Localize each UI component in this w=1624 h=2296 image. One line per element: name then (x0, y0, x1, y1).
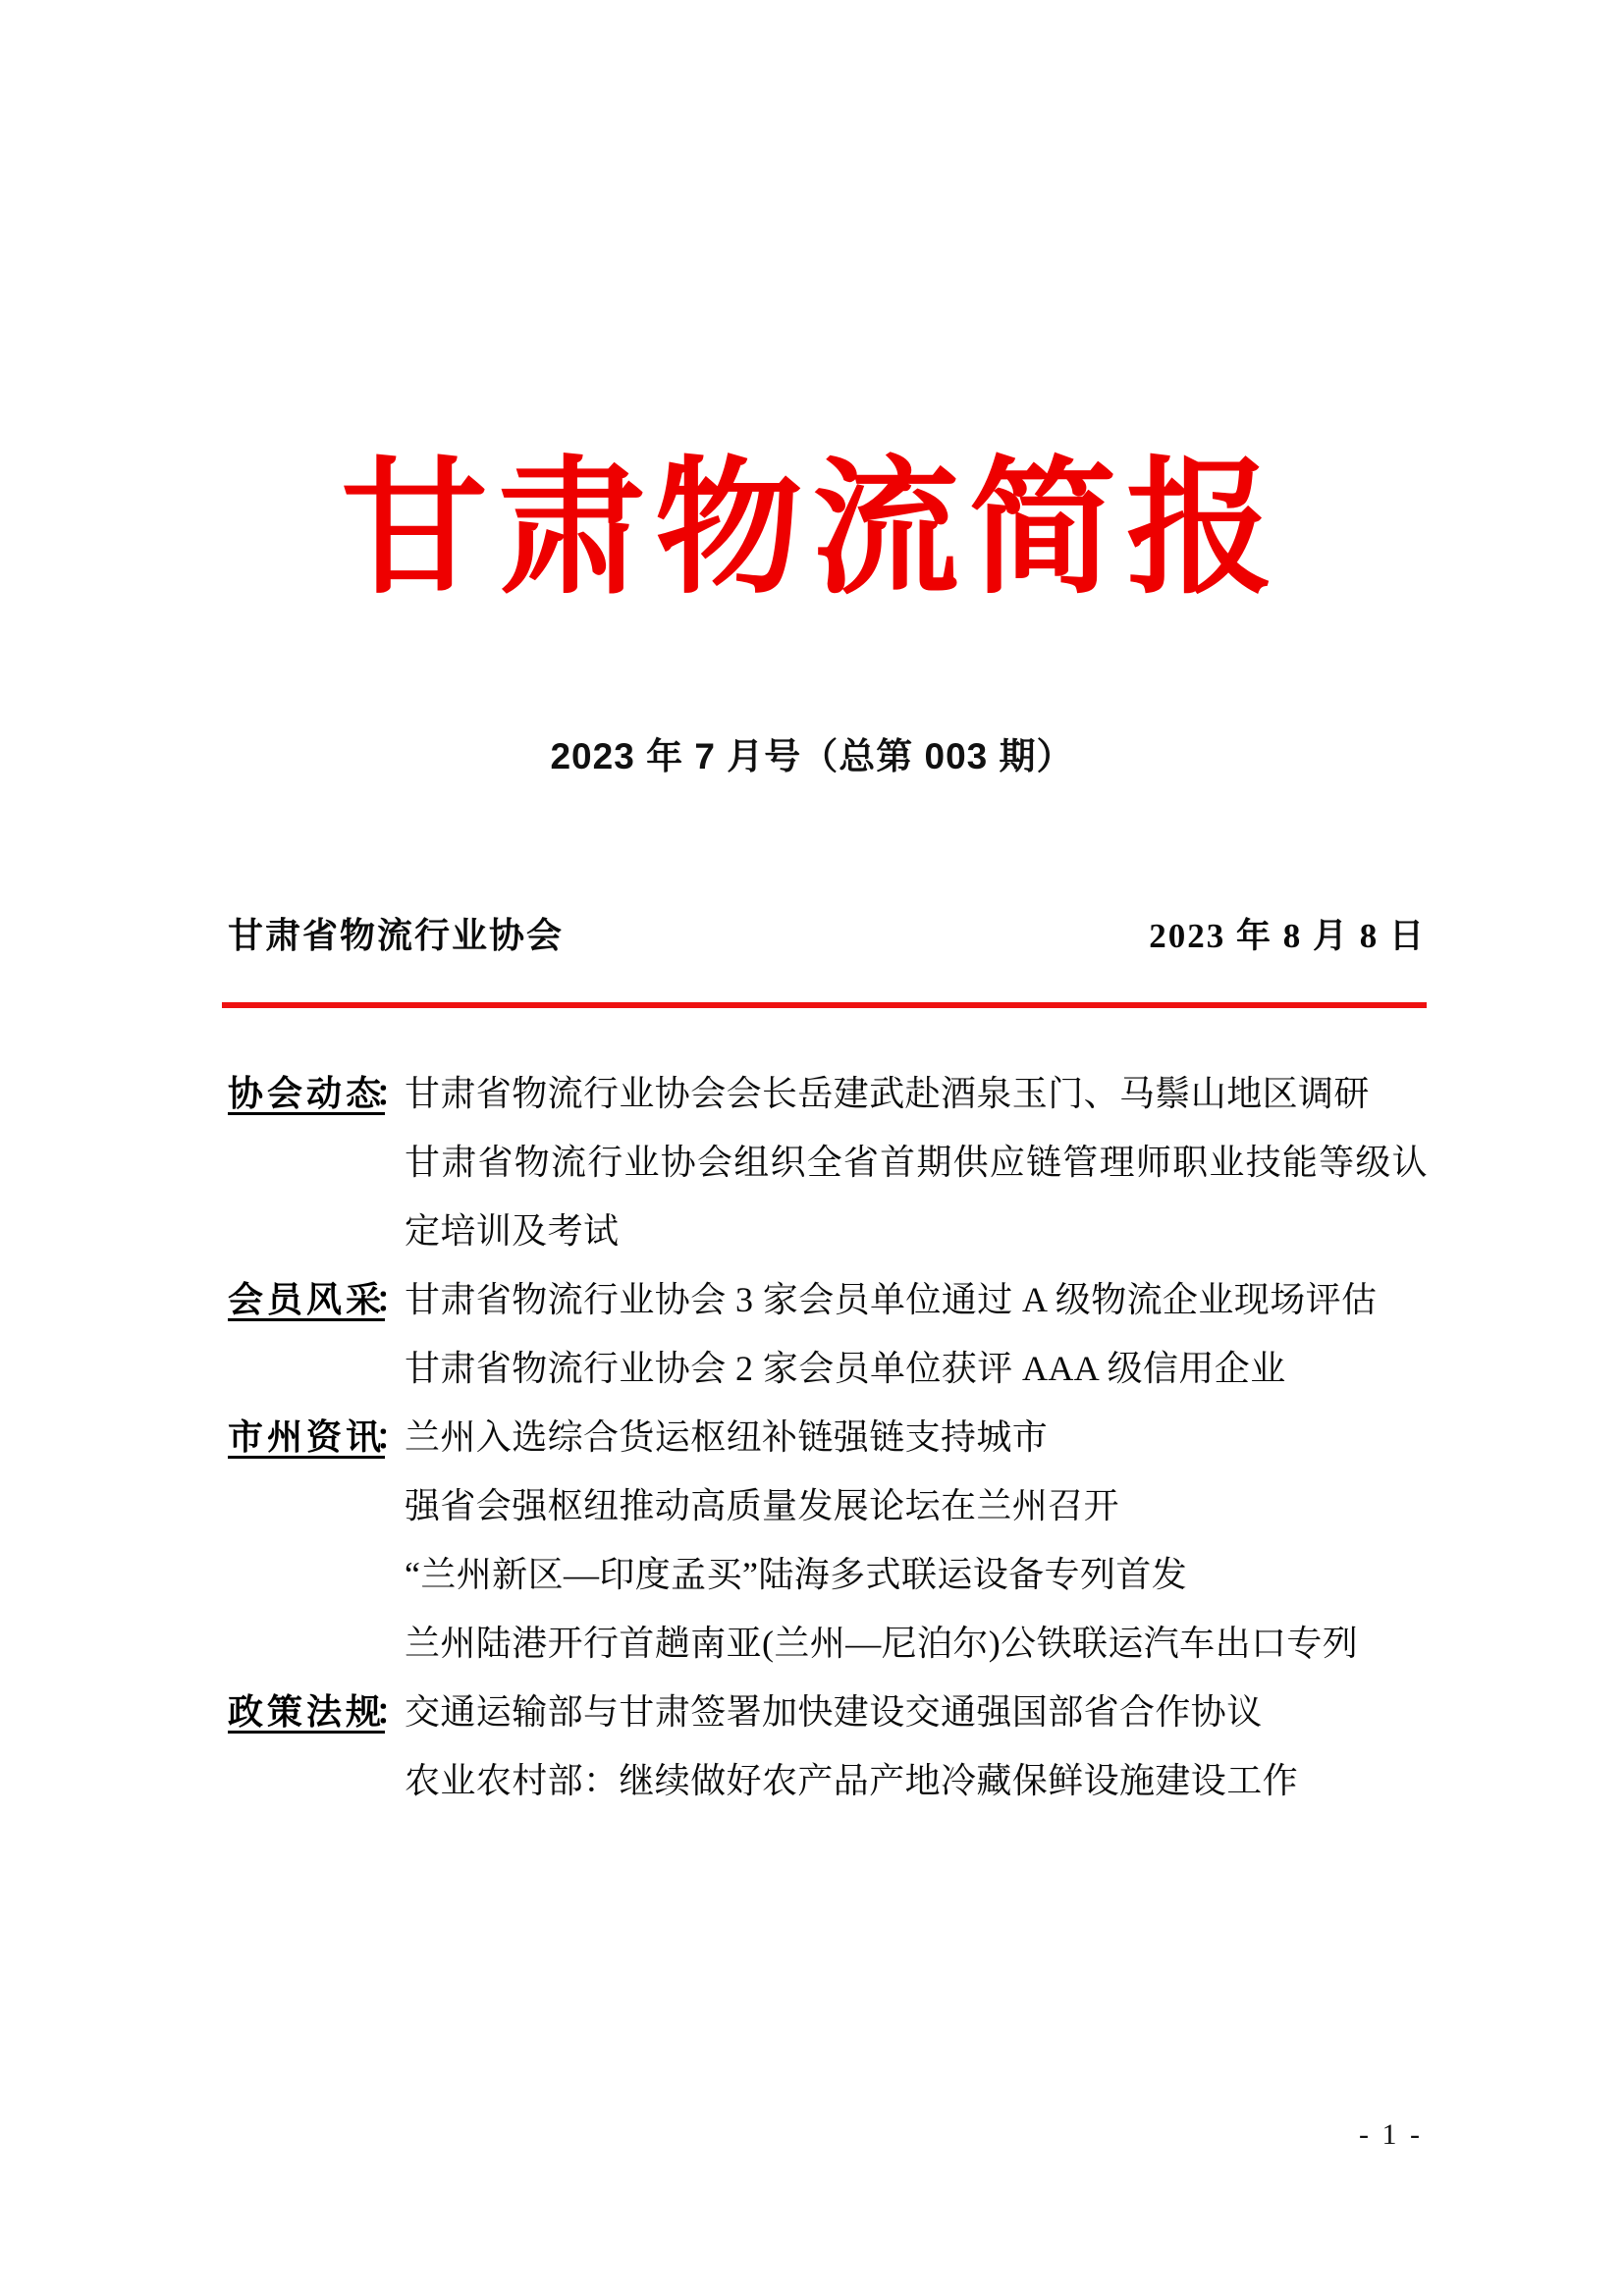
publication-date: 2023 年 8 月 8 日 (1149, 917, 1426, 955)
toc-colon-city-news: ： (375, 1417, 411, 1457)
toc-group-member-spotlight (228, 1265, 1428, 1403)
publisher-organization: 甘肃省物流行业协会 (228, 916, 565, 955)
toc-entry: “兰州新区—印度孟买”陆海多式联运设备专列首发 (405, 1555, 1188, 1594)
red-divider-rule (222, 1002, 1427, 1008)
page-number: - 1 - (1359, 2118, 1423, 2151)
toc-entry: 甘肃省物流行业协会会长岳建武赴酒泉玉门、马鬃山地区调研 (405, 1074, 1370, 1113)
toc-entry: 交通运输部与甘肃签署加快建设交通强国部省合作协议 (405, 1692, 1263, 1732)
byline-row (228, 908, 1426, 958)
toc-entry: 甘肃省物流行业协会 2 家会员单位获评 AAA 级信用企业 (405, 1349, 1286, 1388)
toc-entry: 甘肃省物流行业协会组织全省首期供应链管理师职业技能等级认定培训及考试 (405, 1143, 1428, 1251)
toc-entries-association-news (405, 1059, 1428, 1265)
toc-label-association-news: 协会动态 (228, 1074, 386, 1113)
toc-entries-city-news (405, 1403, 1428, 1678)
masthead-title: 甘肃物流简报 (340, 446, 1283, 611)
masthead-issue-line: 2023 年 7 月号（总第 003 期） (550, 736, 1074, 776)
toc-entries-policy-regulations (405, 1678, 1428, 1815)
toc-colon-association-news: ： (375, 1074, 411, 1113)
table-of-contents (228, 1059, 1428, 1815)
toc-label-member-spotlight: 会员风采 (228, 1280, 386, 1319)
toc-group-association-news (228, 1059, 1428, 1265)
toc-entry: 强省会强枢纽推动高质量发展论坛在兰州召开 (405, 1486, 1120, 1525)
toc-entry: 兰州陆港开行首趟南亚(兰州—尼泊尔)公铁联运汽车出口专列 (405, 1624, 1359, 1663)
toc-entries-member-spotlight (405, 1265, 1428, 1403)
toc-group-city-news (228, 1403, 1428, 1678)
toc-entry: 兰州入选综合货运枢纽补链强链支持城市 (405, 1417, 1049, 1457)
toc-entry: 甘肃省物流行业协会 3 家会员单位通过 A 级物流企业现场评估 (405, 1280, 1378, 1319)
toc-entry: 农业农村部：继续做好农产品产地冷藏保鲜设施建设工作 (405, 1761, 1299, 1800)
toc-label-policy-regulations: 政策法规 (228, 1692, 386, 1732)
toc-label-city-news: 市州资讯 (228, 1417, 386, 1457)
toc-colon-member-spotlight: ： (375, 1280, 411, 1319)
toc-colon-policy-regulations: ： (375, 1692, 411, 1732)
toc-group-policy-regulations (228, 1678, 1428, 1815)
